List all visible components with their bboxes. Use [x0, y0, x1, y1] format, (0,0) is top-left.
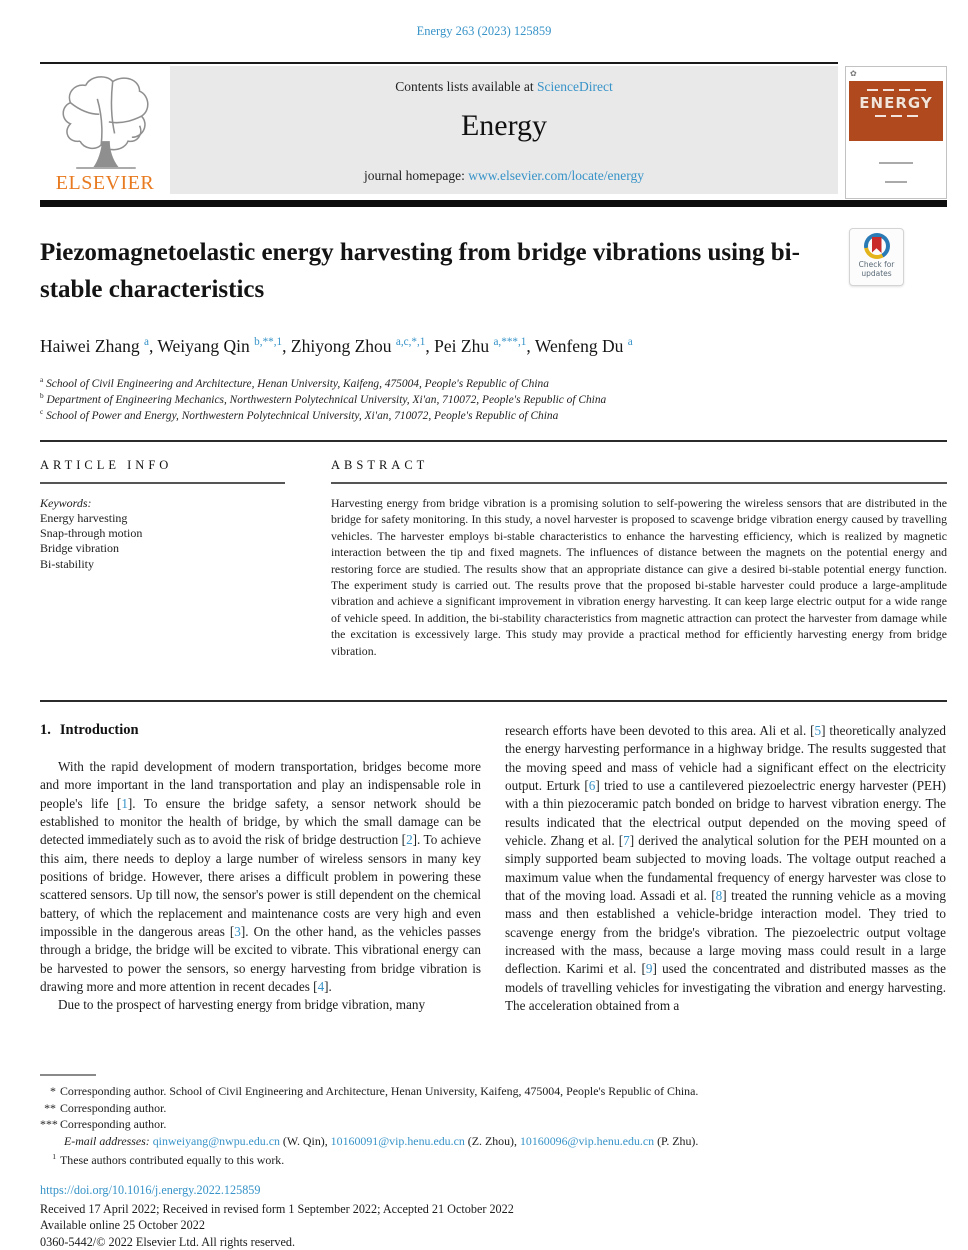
- cover-orange-panel: [849, 81, 943, 141]
- journal-cover-thumbnail[interactable]: [845, 66, 947, 199]
- contents-line: Contents lists available at ScienceDirect: [395, 79, 613, 94]
- text-link[interactable]: 7: [623, 833, 630, 849]
- keyword: Bridge vibration: [40, 541, 119, 556]
- abstract-heading: ABSTRACT: [331, 458, 429, 472]
- affiliation-b: $^b$ Department of Engineering Mechanics, Northwestern Polytechnical University, Xi'an, 710072, People's Republic of China: [40, 392, 607, 406]
- body-column-left: [40, 722, 481, 1060]
- text-link[interactable]: a,c,*,1: [395, 336, 426, 349]
- introduction-section: [40, 722, 947, 1060]
- journal-citation-link[interactable]: Energy 263 (2023) 125859: [416, 24, 552, 38]
- intro-paragraph-1: With the rapid development of modern transportation, bridges become more and more important in the land transportation and play an indispensable role in people's life [1]. To ensure the bridge safety, a sensor network should be established to monitor the health of bridge, by which the small damage can be detected immediately such as to avoid the risk of bridge destruction [2]. To achieve this aim, there needs to deploy a large number of wireless sensors in many key positions of bridge. However, there arises a difficult problem in powering these scattered sensors. Up till now, the sensor's power is still dependent on the chemical battery, of which the replacement and maintenance costs are very high and even impossible in the dangerous areas [3]. On the other hand, as the vehicles passes through a bridge, the bridge will be excited to vibrate. This vibrational energy can be harvested to power the sensors, so energy harvesting from bridge vibration is drawing more and more attention in recent decades [4].: [40, 759, 481, 995]
- text-link[interactable]: a: [144, 336, 149, 349]
- header-top-rule: [40, 62, 838, 64]
- text-link[interactable]: 8: [715, 888, 723, 904]
- footnote-corresponding-star: [40, 1083, 940, 1100]
- intro-paragraph-2-continued: research efforts have been devoted to this area. Ali et al. [5] theoretically analyzed the energy harvesting performance in a highway bridge. The results suggested that the moving speed and mass of vehicle had a significant effect on the electricity output. Erturk [6] tried to use a cantilevered piezoelectric energy harvester (PEH) with a thin piezoceramic patch bonded on bridge to harvest vibration energy. The results indicated that the electrical output depended on the moving speed of vehicle. Zhang et al. [7] derived the analytical solution for the PEH mounted on a simply supported beam subjected to moving loads. The voltage output reached a maximum value when the fundamental frequency of energy harvester was close to that of the moving load. Assadi et al. [8] treated the running vehicle as a moving mass and then established a vehicle-bridge interaction model. They tried to scavenge energy from the bridge's vibration. The piezoelectric output voltage increased with the mass, because a large moving mass could result in a large deflection. Karimi et al. [9] used the concentrated and distributed masses as the models of travelling vehicles for investigating the vibration and energy harvesting. The acceleration obtained from a: [505, 723, 947, 1014]
- received-dates: Received 17 April 2022; Received in revised form 1 September 2022; Accepted 21 October 2022: [40, 1201, 514, 1216]
- article-footer: [40, 1182, 940, 1250]
- footnote-marker: 1: [52, 1152, 56, 1162]
- issn-copyright: 0360-5442/© 2022 Elsevier Ltd. All rights reserved.: [40, 1234, 295, 1249]
- text-link[interactable]: 2: [406, 832, 413, 848]
- keyword: Energy harvesting: [40, 511, 128, 525]
- elsevier-logo: [40, 66, 170, 199]
- footnote-equal-contribution: [40, 1149, 940, 1169]
- text-link[interactable]: 1: [121, 795, 128, 811]
- check-for-updates-badge[interactable]: [849, 228, 904, 286]
- article-info-heading: ARTICLE INFO: [40, 458, 173, 472]
- journal-title: Energy: [460, 109, 548, 142]
- elsevier-wordmark: ELSEVIER: [55, 172, 155, 194]
- text-link[interactable]: a,***,1: [493, 336, 527, 349]
- keyword: Snap-through motion: [40, 526, 143, 541]
- footnote-corresponding-2star: [40, 1100, 940, 1117]
- badge-label-1: Check for: [858, 260, 895, 269]
- abstract-bottom-rule: [40, 700, 947, 702]
- info-abstract-section: [40, 458, 947, 659]
- keywords-label: Keywords:: [40, 496, 92, 510]
- cover-crest-icon: ✿: [850, 69, 857, 78]
- article-info-column: [40, 458, 285, 659]
- abstract-text: Harvesting energy from bridge vibration is a promising solution to self-powering the wireless sensors that are distributed in the bridge for safety monitoring. In this study, a novel harvester is proposed to scavenge bridge vibration energy caused by travelling vehicles. The harvester employs bi-stable characteristics to enhance the harvesting efficiency, which is realized by magnetic interaction between the tip and fixed magnets. The influences of distance between the magnets on the potential energy and restoring force are studied. The results show that an appropriate distance can give a desired bi-stable potential energy function. The experiment study is carried out. The results prove that the proposed bi-stable harvester could produce a large-amplitude vibration and achieve a significant improvement in vibration energy harvesting. It can keep large electric output for a wide range of vehicle speed. In addition, the bi-stability characteristics from magnetic attraction can protect the harvester from damage while the excitation is excessively large. This study may provide a practical method for efficiently harvesting energy from bridge vibration.: [331, 496, 947, 658]
- text-link[interactable]: 3: [234, 924, 241, 940]
- footnote-text: These authors contributed equally to this work.: [60, 1153, 285, 1168]
- affiliation-rule: [40, 440, 947, 442]
- author-list: Haiwei Zhang $^a$, Weiyang Qin $^{b,**,1}$, Zhiyong Zhou $^{a,c,*,1}$, Pei Zhu $^{a,***,1}$, Wenfeng Du $^a$: [40, 336, 633, 356]
- footnote-marker: *: [50, 1084, 56, 1098]
- header-divider-bar: [40, 200, 947, 207]
- text-link[interactable]: 6: [588, 778, 596, 794]
- available-online: Available online 25 October 2022: [40, 1218, 205, 1232]
- elsevier-tree-icon: [57, 70, 153, 170]
- section-title: Introduction: [59, 722, 139, 738]
- section-heading-introduction: [40, 722, 481, 739]
- text-link[interactable]: 5: [814, 723, 822, 738]
- check-updates-icon: [864, 233, 890, 259]
- text-link[interactable]: 4: [317, 979, 325, 995]
- footnote-marker: ***: [40, 1117, 58, 1132]
- text-link[interactable]: b,**,1: [254, 336, 283, 349]
- section-number: 1.: [40, 722, 51, 738]
- homepage-line: journal homepage: www.elsevier.com/locate/energy: [363, 168, 645, 183]
- article-title: Piezomagnetoelastic energy harvesting from bridge vibrations using bi-stable characteristics: [40, 239, 800, 303]
- affiliation-a: $^a$ School of Civil Engineering and Architecture, Henan University, Kaifeng, 475004, People's Republic of China: [40, 376, 549, 390]
- footnote-marker: **: [44, 1100, 56, 1115]
- abstract-column: [331, 458, 947, 659]
- footnote-text: Corresponding author.: [60, 1117, 167, 1132]
- cover-title: ENERGY: [859, 94, 933, 112]
- body-column-right: [505, 722, 946, 1060]
- journal-banner: [170, 66, 838, 194]
- cover-meta-bars: [849, 89, 943, 91]
- abstract-rule: [331, 482, 947, 484]
- affiliations: [40, 376, 940, 424]
- text-link[interactable]: 9: [645, 961, 653, 977]
- affiliation-c: $^c$ School of Power and Energy, Northwestern Polytechnical University, Xi'an, 710072, People's Republic of China: [40, 408, 559, 422]
- footnotes: [40, 1083, 940, 1169]
- footnote-corresponding-3star: [40, 1116, 940, 1133]
- badge-label-2: updates: [861, 269, 892, 278]
- text-link[interactable]: qinweiyang@nwpu.edu.cn: [152, 1133, 280, 1148]
- keyword: Bi-stability: [40, 556, 94, 571]
- doi-link[interactable]: https://doi.org/10.1016/j.energy.2022.125859: [40, 1183, 261, 1197]
- footnote-emails: E-mail addresses: qinweiyang@nwpu.edu.cn (W. Qin), 10160091@vip.henu.edu.cn (Z. Zhou), 10160096@vip.henu.edu.cn (P. Zhu).: [64, 1133, 699, 1148]
- cover-meta-bars: [849, 115, 943, 117]
- text-link[interactable]: 10160096@vip.henu.edu.cn: [519, 1133, 655, 1148]
- journal-header: [40, 66, 947, 199]
- footnote-text: Corresponding author. School of Civil Engineering and Architecture, Henan University, Kaifeng, 475004, People's Republic of China.: [60, 1084, 699, 1098]
- article-info-rule: [40, 482, 285, 484]
- text-link[interactable]: 10160091@vip.henu.edu.cn: [330, 1133, 465, 1148]
- footnote-rule: [40, 1074, 96, 1076]
- footnote-text: Corresponding author.: [60, 1100, 167, 1115]
- text-link[interactable]: www.elsevier.com/locate/energy: [468, 168, 645, 183]
- intro-paragraph-2-start: Due to the prospect of harvesting energy from bridge vibration, many: [58, 997, 426, 1013]
- cover-footer-marks: [846, 150, 946, 188]
- text-link[interactable]: ScienceDirect: [537, 79, 613, 94]
- text-link[interactable]: a: [627, 336, 633, 349]
